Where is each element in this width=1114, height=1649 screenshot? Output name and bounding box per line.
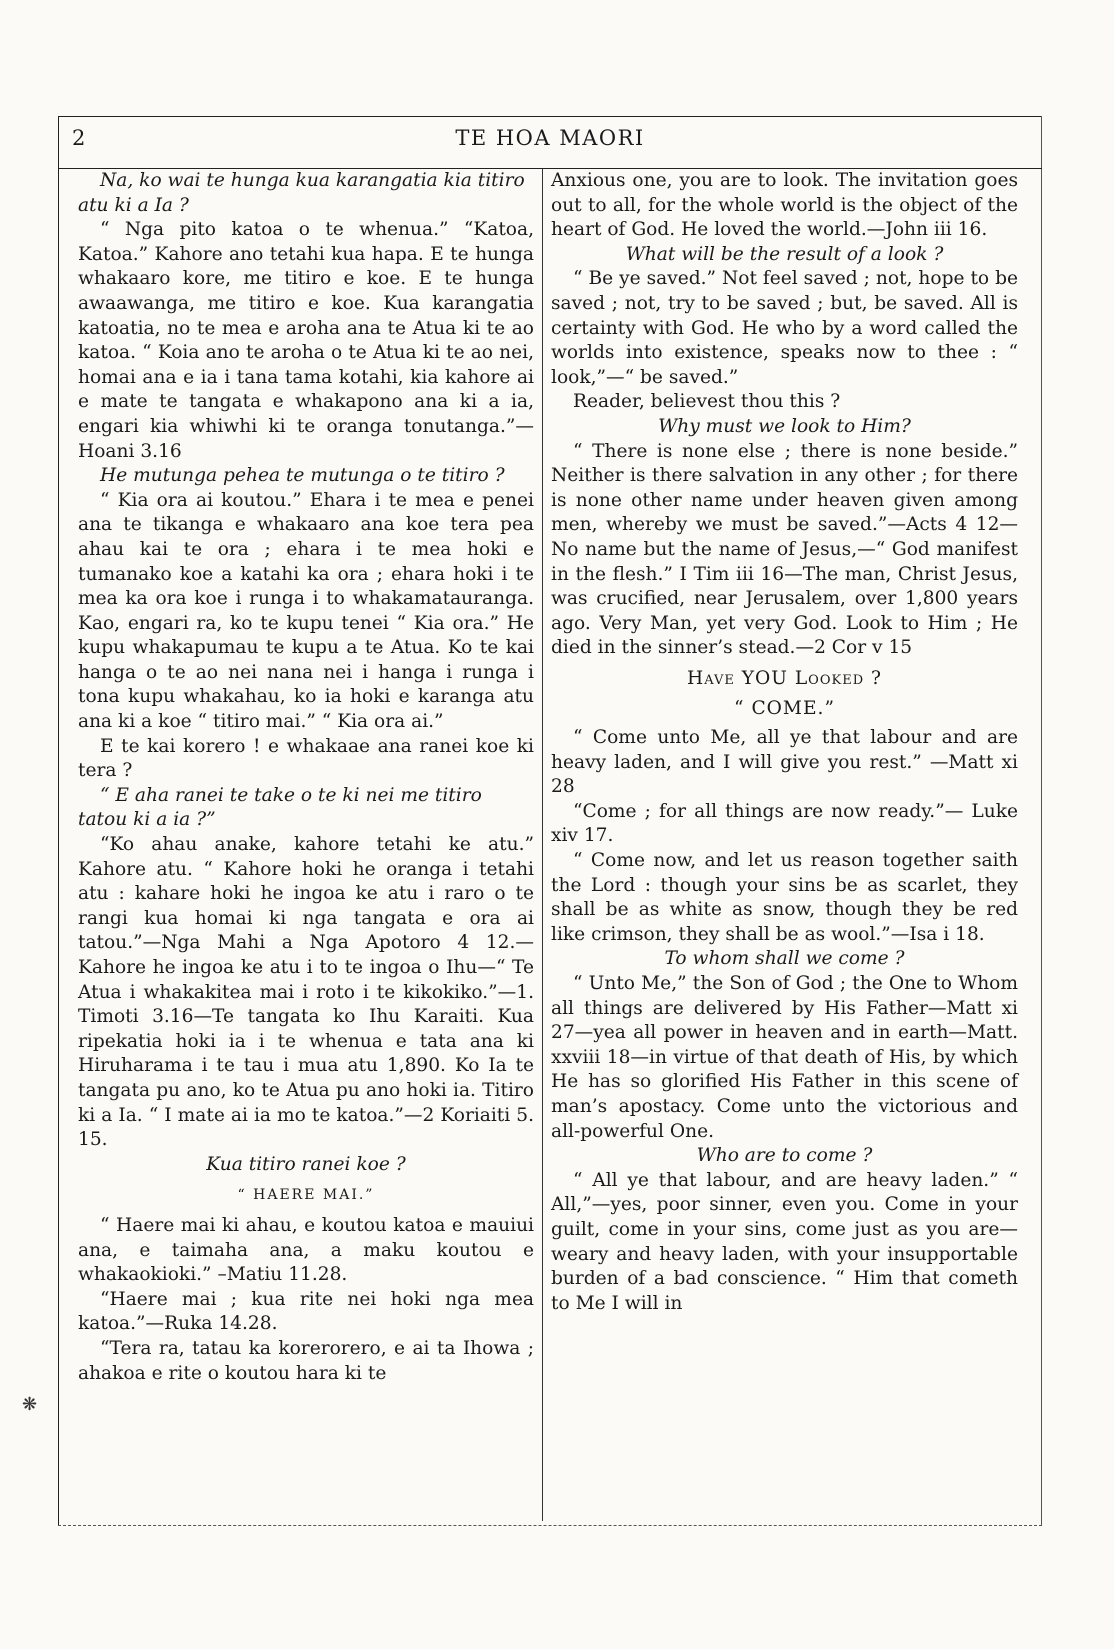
right-column [551, 169, 1018, 1316]
running-title: TE HOA MAORI [455, 126, 645, 150]
left-column [78, 169, 534, 1386]
left-rule [58, 116, 59, 1526]
subheading: To whom shall we come ? [664, 948, 905, 970]
section-heading: “ COME.” [734, 698, 835, 720]
newspaper-page [58, 116, 1042, 1526]
paragraph: “ There is none else ; there is none beside.” Neither is there salvation in any other ; for there is none other name under heaven given among men, whereby we must be saved.”—Acts 4 12—No name but the name of Jesus,—“ God manifest in the flesh.” I Tim iii 16—The man, Christ Jesus, was crucified, near Jerusalem, over 1,800 years ago. Very Man, yet very God. Look to Him ; He died in the sinner’s stead.—2 Cor v 15 [551, 440, 1018, 659]
paragraph: “ Be ye saved.” Not feel saved ; not, hope to be saved ; not, try to be saved ; but, be saved. All is certainty with God. He who by a word called the worlds into existence, speaks now to thee : “ look,”—“ be saved.” [551, 268, 1018, 388]
subheading: Who are to come ? [696, 1145, 873, 1167]
subheading: “ E aha ranei te take o te ki nei me titiro tatou ki a ia ?” [78, 784, 482, 831]
paragraph: “ Nga pito katoa o te whenua.” “Katoa, Katoa.” Kahore ano tetahi kua hapa. E te hunga whakaaro kore, me titiro e koe. E te hunga awaawanga, me titiro e koe. Kua karangatia katoatia, no te mea e aroha ana te Atua ki te ao katoa. “ Koia ano te aroha o te Atua ki te ao nei, homai ana e ia i tana tama kotahi, kia kahore ai e mate te tangata e whakapono ana ki a ia, engari kia whiwhi ki te oranga tonutanga.”—Hoani 3.16 [78, 219, 534, 462]
paragraph: “Haere mai ; kua rite nei hoki nga mea katoa.”—Ruka 14.28. [78, 1288, 534, 1335]
column-divider [542, 169, 543, 1521]
subheading: Kua titiro ranei koe ? [206, 1153, 406, 1175]
right-rule [1041, 116, 1042, 1526]
subheading: Why must we look to Him? [658, 415, 911, 437]
paragraph: “ All ye that labour, and are heavy laden.” “ All,”—yes, poor sinner, even you. Come in your guilt, come in your sins, come just as you are—weary and heavy laden, with your insupportable burden of a bad conscience. “ Him that cometh to Me I will in [551, 1169, 1018, 1314]
section-heading: “ HAERE MAI.” [237, 1187, 375, 1204]
paragraph: “ Kia ora ai koutou.” Ehara i te mea e penei ana te tikanga e whakaaro ana koe tera pea ahau kai te ora ; ehara i te mea hoki e tumanako koe a katahi ka ora ; ehara hoki i te mea ka ora koe i runga i to whakamataurangа. Kao, engari ra, ko te kupu tenei “ Kia ora.” He kupu whakapumau te kupu a te Atua. Ko te kai hanga o te ao nei nana nei i hanga i runga i tona kupu whakahau, ko ia hoki e karanga atu ana ki a koe “ titiro mai.” “ Kia ora ai.” [78, 489, 534, 733]
paragraph: Anxious one, you are to look. The invitation goes out to all, for the whole world is the object of the heart of God. He loved the world.—John iii 16. [551, 170, 1018, 241]
subheading: What will be the result of a look ? [625, 243, 944, 265]
paragraph: “ Come now, and let us reason together saith the Lord : though your sins be as scarlet, they shall be as white as snow, though they be red like crimson, they shall be as wool.”—Isa i 18. [551, 850, 1018, 945]
page-header [58, 124, 1042, 164]
margin-ornament: ❋ [22, 1394, 38, 1415]
section-heading: Have YOU Looked ? [686, 667, 882, 689]
paragraph: E te kai korero ! e whakaae ana ranei koe ki tera ? [78, 735, 534, 782]
paragraph: “ Unto Me,” the Son of God ; the One to Whom all things are delivered by His Father—Matt xi 27—yea all power in heaven and in earth—Matt. xxviii 18—in virtue of that death of His, by which He has so glorified His Father in this scene of man’s apostacy. Come unto the victorious and all-powerful One. [551, 973, 1018, 1142]
paragraph: “ Haere mai ki ahau, e koutou katoa e mauiui ana, e taimaha ana, a maku koutou e whakaokioki.” –Matiu 11.28. [78, 1214, 534, 1286]
page-number: 2 [72, 126, 86, 150]
paragraph: “Tera ra, tatau ka korerorero, e ai ta Ihowa ; ahakoa e rite o koutou hara ki te [78, 1337, 534, 1384]
top-rule [58, 116, 1042, 117]
paragraph: “Ko ahau anake, kahore tetahi ke atu.” Kahore atu. “ Kahore hoki he oranga i tetahi atu : kahare hoki he ingoa ke atu i raro o te rangi kua homai ki nga tangata e ora ai tatou.”—Nga Mahi a Nga Apotoro 4 12.—Kahore he ingoa ke atu i to te ingoa o Ihu—“ Te Atua i whakakitea mai i roto i te kikokiko.”—1. Timoti 3.16—Te tangata ko Ihu Karaiti. Kua ripekatia hoki ia i te whenua e tata ana ki Hiruharama i te tau i mua atu 1,890. Ko Ia te tangata pu ano, ko te Atua pu ano hoki ia. Titiro ki a Ia. “ I mate ai ia mo te katoa.”—2 Koriaiti 5. 15. [78, 834, 534, 1151]
subheading: He mutunga pehea te mutunga o te titiro ? [100, 465, 505, 487]
bottom-rule [58, 1525, 1042, 1526]
paragraph: “ Come unto Me, all ye that labour and are heavy laden, and I will give you rest.” —Matt xi 28 [551, 727, 1018, 798]
subheading: Na, ko wai te hunga kua karangatia kia titiro atu ki a Ia ? [78, 170, 525, 216]
paragraph: “Come ; for all things are now ready.”— Luke xiv 17. [551, 800, 1018, 847]
paragraph: Reader, believest thou this ? [573, 391, 841, 413]
